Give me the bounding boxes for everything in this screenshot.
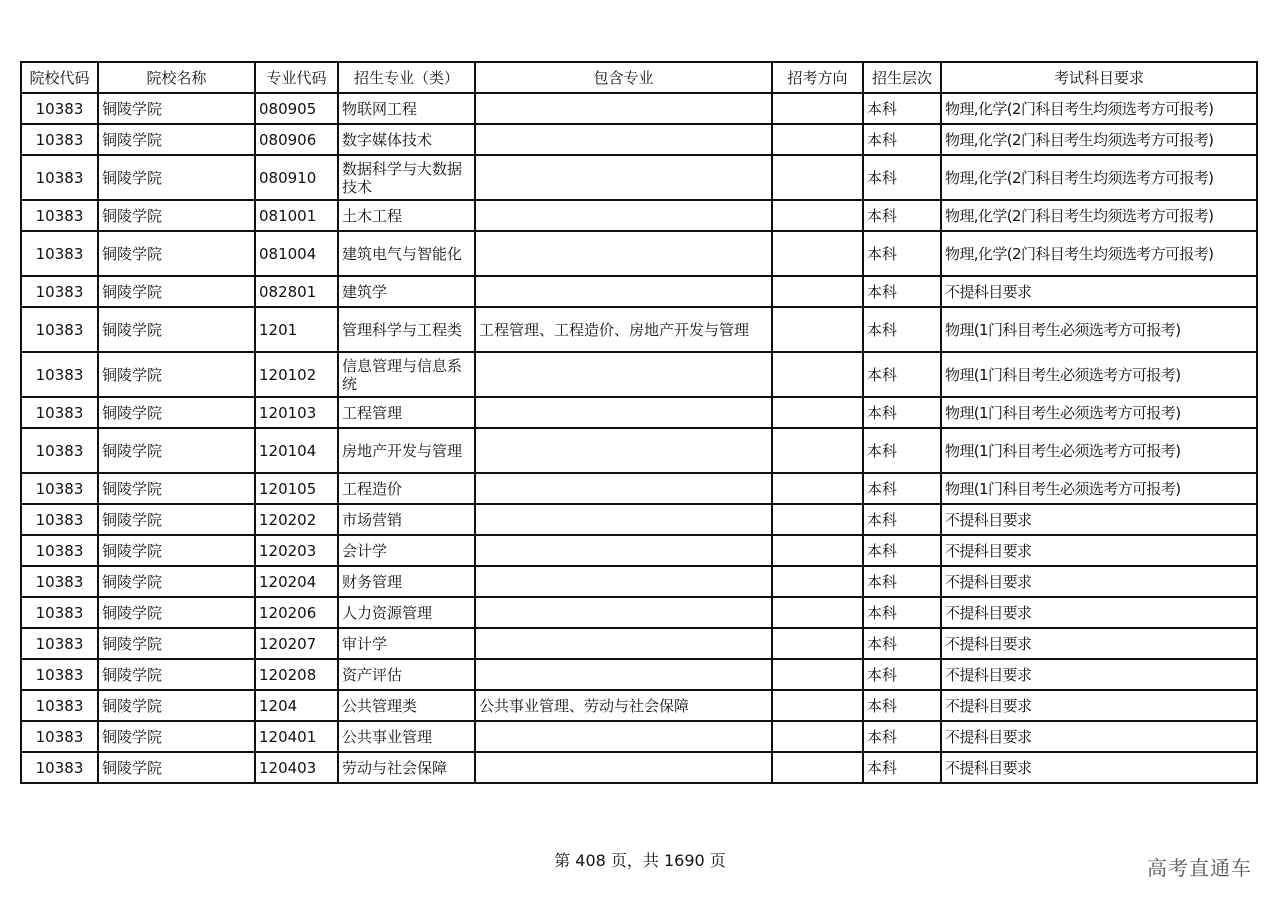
subject-requirement-cell: 物理(1门科目考生必须选考方可报考) [941,473,1257,504]
subject-requirement-cell: 不提科目要求 [941,504,1257,535]
school-code-cell: 10383 [21,352,98,397]
table-row [21,200,1257,231]
included-majors-cell [475,200,772,231]
direction-cell [772,566,863,597]
included-majors-cell [475,155,772,200]
major-name-cell: 审计学 [338,628,475,659]
header-school-code: 院校代码 [21,62,98,93]
level-cell: 本科 [863,231,941,276]
school-name-cell: 铜陵学院 [98,597,255,628]
school-code-cell: 10383 [21,752,98,783]
subject-requirement-cell: 不提科目要求 [941,659,1257,690]
major-code-cell: 120202 [255,504,338,535]
school-code-cell: 10383 [21,307,98,352]
major-code-cell: 082801 [255,276,338,307]
included-majors-cell [475,628,772,659]
included-majors-cell [475,473,772,504]
level-cell: 本科 [863,752,941,783]
subject-requirement-cell: 物理,化学(2门科目考生均须选考方可报考) [941,93,1257,124]
included-majors-cell [475,428,772,473]
direction-cell [772,307,863,352]
major-code-cell: 120403 [255,752,338,783]
major-name-cell: 会计学 [338,535,475,566]
level-cell: 本科 [863,276,941,307]
subject-requirement-cell: 物理(1门科目考生必须选考方可报考) [941,307,1257,352]
table-row [21,597,1257,628]
school-code-cell: 10383 [21,397,98,428]
school-name-cell: 铜陵学院 [98,352,255,397]
school-code-cell: 10383 [21,276,98,307]
school-code-cell: 10383 [21,155,98,200]
level-cell: 本科 [863,397,941,428]
direction-cell [772,200,863,231]
included-majors-cell [475,231,772,276]
subject-requirement-cell: 物理(1门科目考生必须选考方可报考) [941,397,1257,428]
subject-requirement-cell: 物理,化学(2门科目考生均须选考方可报考) [941,124,1257,155]
major-code-cell: 120105 [255,473,338,504]
major-code-cell: 120204 [255,566,338,597]
school-code-cell: 10383 [21,428,98,473]
major-code-cell: 080906 [255,124,338,155]
direction-cell [772,659,863,690]
subject-requirement-cell: 不提科目要求 [941,721,1257,752]
school-code-cell: 10383 [21,690,98,721]
major-name-cell: 财务管理 [338,566,475,597]
direction-cell [772,93,863,124]
included-majors-cell: 公共事业管理、劳动与社会保障 [475,690,772,721]
major-code-cell: 081004 [255,231,338,276]
school-name-cell: 铜陵学院 [98,276,255,307]
subject-requirement-cell: 物理,化学(2门科目考生均须选考方可报考) [941,155,1257,200]
school-name-cell: 铜陵学院 [98,155,255,200]
level-cell: 本科 [863,155,941,200]
header-major-code: 专业代码 [255,62,338,93]
included-majors-cell [475,597,772,628]
subject-requirement-cell: 物理,化学(2门科目考生均须选考方可报考) [941,200,1257,231]
table-row [21,231,1257,276]
subject-requirement-cell: 不提科目要求 [941,276,1257,307]
school-name-cell: 铜陵学院 [98,473,255,504]
direction-cell [772,155,863,200]
header-included-majors: 包含专业 [475,62,772,93]
level-cell: 本科 [863,200,941,231]
level-cell: 本科 [863,566,941,597]
direction-cell [772,124,863,155]
major-code-cell: 120102 [255,352,338,397]
major-name-cell: 人力资源管理 [338,597,475,628]
included-majors-cell [475,659,772,690]
level-cell: 本科 [863,659,941,690]
direction-cell [772,721,863,752]
subject-requirement-cell: 不提科目要求 [941,535,1257,566]
direction-cell [772,352,863,397]
school-code-cell: 10383 [21,659,98,690]
direction-cell [772,597,863,628]
included-majors-cell [475,124,772,155]
table-header-row [21,62,1257,93]
subject-requirement-cell: 不提科目要求 [941,690,1257,721]
header-subject-requirement: 考试科目要求 [941,62,1257,93]
school-code-cell: 10383 [21,597,98,628]
school-name-cell: 铜陵学院 [98,93,255,124]
major-code-cell: 120401 [255,721,338,752]
table-row [21,504,1257,535]
direction-cell [772,752,863,783]
table-row [21,721,1257,752]
school-name-cell: 铜陵学院 [98,628,255,659]
major-code-cell: 120103 [255,397,338,428]
major-name-cell: 市场营销 [338,504,475,535]
major-name-cell: 土木工程 [338,200,475,231]
school-code-cell: 10383 [21,124,98,155]
school-code-cell: 10383 [21,93,98,124]
level-cell: 本科 [863,124,941,155]
level-cell: 本科 [863,504,941,535]
level-cell: 本科 [863,473,941,504]
direction-cell [772,231,863,276]
level-cell: 本科 [863,307,941,352]
school-name-cell: 铜陵学院 [98,535,255,566]
subject-requirement-cell: 物理(1门科目考生必须选考方可报考) [941,352,1257,397]
major-name-cell: 管理科学与工程类 [338,307,475,352]
school-name-cell: 铜陵学院 [98,397,255,428]
major-code-cell: 1201 [255,307,338,352]
page-number: 第 408 页，共 1690 页 [554,851,726,870]
major-name-cell: 劳动与社会保障 [338,752,475,783]
table-row [21,535,1257,566]
header-direction: 招考方向 [772,62,863,93]
major-name-cell: 公共管理类 [338,690,475,721]
school-name-cell: 铜陵学院 [98,566,255,597]
major-name-cell: 工程管理 [338,397,475,428]
included-majors-cell [475,535,772,566]
table-row [21,155,1257,200]
level-cell: 本科 [863,690,941,721]
level-cell: 本科 [863,597,941,628]
included-majors-cell [475,397,772,428]
direction-cell [772,628,863,659]
subject-requirement-cell: 物理(1门科目考生必须选考方可报考) [941,428,1257,473]
school-name-cell: 铜陵学院 [98,721,255,752]
major-name-cell: 物联网工程 [338,93,475,124]
major-code-cell: 120208 [255,659,338,690]
level-cell: 本科 [863,428,941,473]
included-majors-cell [475,752,772,783]
school-name-cell: 铜陵学院 [98,231,255,276]
school-name-cell: 铜陵学院 [98,307,255,352]
table-row [21,690,1257,721]
school-code-cell: 10383 [21,504,98,535]
direction-cell [772,535,863,566]
table-row [21,307,1257,352]
table-row [21,428,1257,473]
table-row [21,659,1257,690]
level-cell: 本科 [863,721,941,752]
subject-requirement-cell: 不提科目要求 [941,628,1257,659]
major-code-cell: 081001 [255,200,338,231]
major-code-cell: 120206 [255,597,338,628]
included-majors-cell: 工程管理、工程造价、房地产开发与管理 [475,307,772,352]
included-majors-cell [475,93,772,124]
included-majors-cell [475,721,772,752]
school-name-cell: 铜陵学院 [98,752,255,783]
table-body [21,93,1257,783]
header-school-name: 院校名称 [98,62,255,93]
school-code-cell: 10383 [21,566,98,597]
school-code-cell: 10383 [21,628,98,659]
major-name-cell: 数字媒体技术 [338,124,475,155]
major-name-cell: 房地产开发与管理 [338,428,475,473]
major-code-cell: 080905 [255,93,338,124]
level-cell: 本科 [863,535,941,566]
major-name-cell: 资产评估 [338,659,475,690]
included-majors-cell [475,566,772,597]
direction-cell [772,690,863,721]
direction-cell [772,504,863,535]
header-level: 招生层次 [863,62,941,93]
level-cell: 本科 [863,628,941,659]
school-code-cell: 10383 [21,535,98,566]
school-name-cell: 铜陵学院 [98,690,255,721]
major-name-cell: 公共事业管理 [338,721,475,752]
major-name-cell: 信息管理与信息系统 [338,352,475,397]
school-name-cell: 铜陵学院 [98,504,255,535]
school-code-cell: 10383 [21,231,98,276]
table-row [21,93,1257,124]
level-cell: 本科 [863,93,941,124]
included-majors-cell [475,276,772,307]
table-row [21,752,1257,783]
major-name-cell: 建筑学 [338,276,475,307]
school-name-cell: 铜陵学院 [98,200,255,231]
subject-requirement-cell: 物理,化学(2门科目考生均须选考方可报考) [941,231,1257,276]
subject-requirement-cell: 不提科目要求 [941,597,1257,628]
table-row [21,473,1257,504]
school-name-cell: 铜陵学院 [98,124,255,155]
direction-cell [772,473,863,504]
major-code-cell: 1204 [255,690,338,721]
direction-cell [772,428,863,473]
direction-cell [772,397,863,428]
major-name-cell: 建筑电气与智能化 [338,231,475,276]
header-major-name: 招生专业（类） [338,62,475,93]
table-row [21,566,1257,597]
table-row [21,352,1257,397]
included-majors-cell [475,504,772,535]
subject-requirement-cell: 不提科目要求 [941,752,1257,783]
watermark-logo: 高考直通车 [1147,856,1252,880]
table-row [21,397,1257,428]
major-code-cell: 080910 [255,155,338,200]
level-cell: 本科 [863,352,941,397]
school-name-cell: 铜陵学院 [98,659,255,690]
subject-requirement-cell: 不提科目要求 [941,566,1257,597]
included-majors-cell [475,352,772,397]
major-name-cell: 数据科学与大数据技术 [338,155,475,200]
school-code-cell: 10383 [21,473,98,504]
admission-requirements-table [20,61,1258,784]
table-row [21,628,1257,659]
direction-cell [772,276,863,307]
major-name-cell: 工程造价 [338,473,475,504]
major-code-cell: 120203 [255,535,338,566]
school-name-cell: 铜陵学院 [98,428,255,473]
table-row [21,124,1257,155]
major-code-cell: 120104 [255,428,338,473]
school-code-cell: 10383 [21,721,98,752]
major-code-cell: 120207 [255,628,338,659]
table-row [21,276,1257,307]
school-code-cell: 10383 [21,200,98,231]
